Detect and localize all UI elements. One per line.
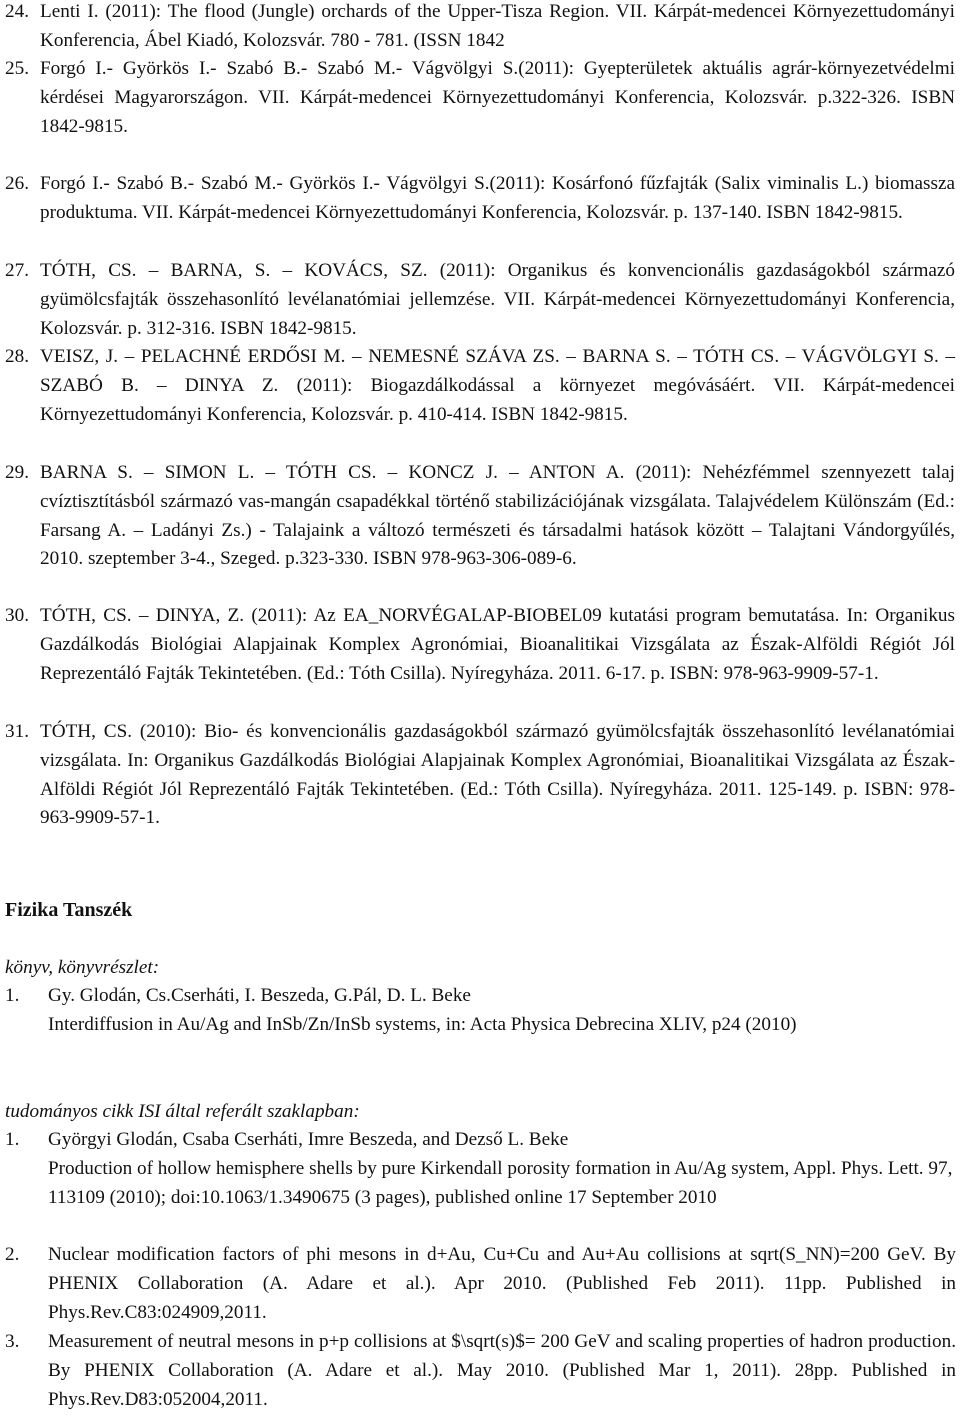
book-heading: könyv, könyvrészlet: [5, 957, 160, 978]
article-item-2 [5, 1241, 956, 1327]
article-item-3 [5, 1328, 956, 1414]
reference-text: TÓTH, CS. – BARNA, S. – KOVÁCS, SZ. (2011): Organikus és konvencionális gazdaságokból származó gyümölcsfajták összehasonlító levélanatómiai jellemzése. VII. Kárpát-medencei Környezettudományi Konferencia, Kolozsvár. p. 312-316. ISBN 1842-9815. [40, 260, 955, 339]
book-item-1 [5, 982, 956, 1040]
reference-text: Forgó I.- Szabó B.- Szabó M.- Györkös I.- Vágvölgyi S.(2011): Kosárfonó fűzfajták (Salix viminalis L.) biomassza produktuma. VII. Kárpát-medencei Környezettudományi Konferencia, Kolozsvár. p. 137-140. ISBN 1842-9815. [40, 173, 955, 223]
reference-24 [5, 0, 955, 56]
book-authors: Gy. Glodán, Cs.Cserháti, I. Beszeda, G.Pál, D. L. Beke [48, 985, 471, 1006]
article-title: Production of hollow hemisphere shells by pure Kirkendall porosity formation in Au/Ag system, Appl. Phys. Lett. 97, 113109 (2010); doi:10.1063/1.3490675 (3 pages), published online 17 September 2010 [48, 1157, 953, 1208]
reference-number: 24. [5, 1, 29, 22]
reference-number: 30. [5, 605, 29, 626]
reference-text: VEISZ, J. – PELACHNÉ ERDŐSI M. – NEMESNÉ SZÁVA ZS. – BARNA S. – TÓTH CS. – VÁGVÖLGYI S. – SZABÓ B. – DINYA Z. (2011): Biogazdálkodással a környezet megóvásáért. VII. Kárpát-medencei Környezettudományi Konferencia, Kolozsvár. p. 410-414. ISBN 1842-9815. [40, 346, 955, 425]
reference-number: 31. [5, 721, 29, 742]
reference-31 [5, 718, 955, 833]
reference-text: Lenti I. (2011): The flood (Jungle) orchards of the Upper-Tisza Region. VII. Kárpát-medencei Környezettudományi Konferencia, Ábel Kiadó, Kolozsvár. 780 - 781. (ISSN 1842 [40, 1, 955, 51]
reference-text: TÓTH, CS. (2010): Bio- és konvencionális gazdaságokból származó gyümölcsfajták összehasonlító levélanatómiai vizsgálata. In: Organikus Gazdálkodás Biológiai Alapjainak Komplex Agronómiai, Bioanalitikai Vizsgálata az Észak-Alföldi Régiót Jól Reprezentáló Fajták Tekintetében. (Ed.: Tóth Csilla). Nyíregyháza. 2011. 125-149. p. ISBN: 978-963-9909-57-1. [40, 721, 955, 829]
reference-text: TÓTH, CS. – DINYA, Z. (2011): Az EA_NORVÉGALAP-BIOBEL09 kutatási program bemutatása. In: Organikus Gazdálkodás Biológiai Alapjainak Komplex Agronómiai, Bioanalitikai Vizsgálata az Észak-Alföldi Régiót Jól Reprezentáló Fajták Tekintetében. (Ed.: Tóth Csilla). Nyíregyháza. 2011. 6-17. p. ISBN: 978-963-9909-57-1. [40, 605, 955, 684]
book-title: Interdiffusion in Au/Ag and InSb/Zn/InSb systems, in: Acta Physica Debrecina XLIV, p24 (2010) [48, 1013, 797, 1035]
reference-27 [5, 257, 955, 343]
item-number: 2. [5, 1244, 20, 1265]
article-authors: Györgyi Glodán, Csaba Cserháti, Imre Beszeda, and Dezső L. Beke [48, 1129, 569, 1150]
reference-number: 28. [5, 346, 29, 367]
reference-number: 27. [5, 260, 29, 281]
item-number: 1. [5, 1129, 20, 1150]
reference-number: 29. [5, 462, 29, 483]
reference-text: BARNA S. – SIMON L. – TÓTH CS. – KONCZ J. – ANTON A. (2011): Nehézfémmel szennyezett talaj cvíztisztításból származó vas-mangán csapadékkal történő stabilizációjának vizsgálata. Talajvédelem Különszám (Ed.: Farsang A. – Ladányi Zs.) - Talajaink a változó természeti és társadalmi hatások között – Talajtani Vándorgyűlés, 2010. szeptember 3-4., Szeged. p.323-330. ISBN 978-963-306-089-6. [40, 462, 955, 570]
reference-number: 26. [5, 173, 29, 194]
reference-25 [5, 55, 955, 141]
article-text: Measurement of neutral mesons in p+p collisions at $\sqrt(s)$= 200 GeV and scaling properties of hadron production. By PHENIX Collaboration (A. Adare et al.). May 2010. (Published Mar 1, 2011). 28pp. Published in Phys.Rev.D83:052004,2011. [48, 1331, 956, 1410]
item-number: 1. [5, 985, 20, 1006]
article-item-1 [5, 1126, 956, 1212]
section-title: Fizika Tanszék [5, 899, 133, 921]
reference-text: Forgó I.- Györkös I.- Szabó B.- Szabó M.- Vágvölgyi S.(2011): Gyepterületek aktuális agrár-környezetvédelmi kérdései Magyarországon. VII. Kárpát-medencei Környezettudományi Konferencia, Kolozsvár. p.322-326. ISBN 1842-9815. [40, 58, 955, 137]
reference-28 [5, 343, 955, 429]
reference-number: 25. [5, 58, 29, 79]
reference-30 [5, 602, 955, 688]
item-number: 3. [5, 1331, 20, 1352]
reference-26 [5, 170, 955, 228]
article-text: Nuclear modification factors of phi mesons in d+Au, Cu+Cu and Au+Au collisions at sqrt(S_NN)=200 GeV. By PHENIX Collaboration (A. Adare et al.). Apr 2010. (Published Feb 2011). 11pp. Published in Phys.Rev.C83:024909,2011. [48, 1244, 956, 1323]
article-heading: tudományos cikk ISI által referált szaklapban: [5, 1101, 360, 1122]
reference-29 [5, 459, 955, 574]
